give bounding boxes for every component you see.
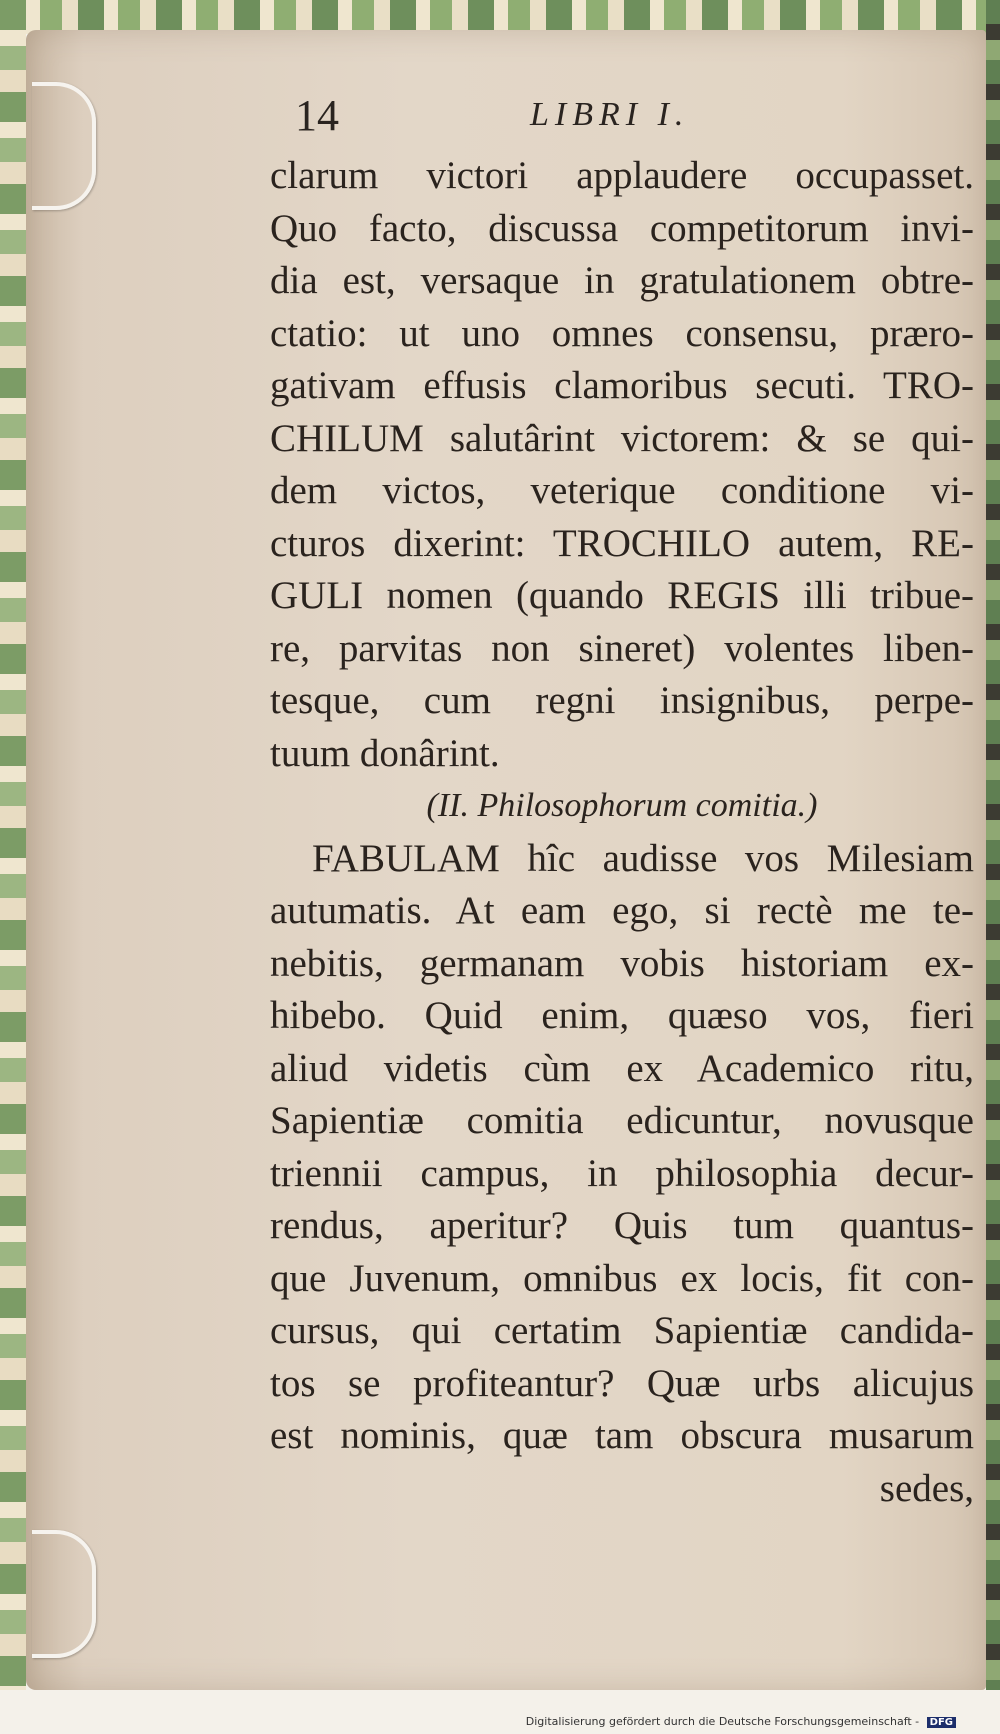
- text-line: dia est, versaque in gratulationem obtre-: [270, 259, 974, 302]
- text-line: cturos dixerint: TROCHILO autem, RE-: [270, 521, 974, 565]
- text-line: Quo facto, discussa competitorum invi-: [270, 206, 974, 250]
- page-number: 14: [295, 91, 339, 140]
- text-line: gativam effusis clamoribus secuti. TRO-: [270, 364, 974, 407]
- text-line: triennii campus, in philosophia decur-: [270, 1151, 974, 1195]
- text-line: nebitis, germanam vobis historiam ex-: [270, 941, 974, 985]
- page-header: [0, 90, 1000, 140]
- text-line: rendus, aperitur? Quis tum quantus-: [270, 1204, 974, 1247]
- text-line: ctatio: ut uno omnes consensu, præro-: [270, 311, 974, 355]
- text-line: GULI nomen (quando REGIS illi tribue-: [270, 574, 974, 617]
- text-line: tuum donârint.: [270, 731, 500, 775]
- text-line: autumatis. At eam ego, si rectè me te-: [270, 889, 974, 932]
- text-line: est nominis, quæ tam obscura musarum: [270, 1414, 974, 1457]
- marbled-cover-left: [0, 0, 26, 1690]
- text-line: dem victos, veterique conditione vi-: [270, 469, 974, 512]
- section-heading: (II. Philosophorum comitia.): [426, 787, 818, 824]
- digitization-credit: [526, 1715, 956, 1728]
- credit-text: Digitalisierung gefördert durch die Deutsche Forschungsgemeinschaft -: [525, 1715, 920, 1728]
- catchword: sedes,: [879, 1466, 974, 1510]
- cover-edge-right: [986, 0, 1000, 1690]
- text-line: que Juvenum, omnibus ex locis, fit con-: [270, 1256, 974, 1300]
- text-line: FABULAM hîc audisse vos Milesiam: [312, 836, 974, 880]
- text-line: tesque, cum regni insignibus, perpe-: [270, 679, 974, 722]
- marbled-cover-top: [0, 0, 1000, 34]
- text-line: CHILUM salutârint victorem: & se qui-: [270, 416, 974, 460]
- text-line: hibebo. Quid enim, quæso vos, fieri: [270, 994, 974, 1037]
- text-line: Sapientiæ comitia edicuntur, novusque: [270, 1099, 974, 1142]
- running-head: LIBRI I.: [530, 96, 690, 133]
- binding-tie-bottom: [32, 1530, 96, 1658]
- text-line: aliud videtis cùm ex Academico ritu,: [270, 1046, 974, 1090]
- text-line: re, parvitas non sineret) volentes liben-: [270, 626, 974, 670]
- text-line: tos se profiteantur? Quæ urbs alicujus: [270, 1361, 974, 1405]
- page-text: [270, 150, 974, 1515]
- text-line: cursus, qui certatim Sapientiæ candida-: [270, 1309, 974, 1352]
- dfg-logo: DFG: [927, 1717, 956, 1728]
- text-line: clarum victori applaudere occupasset.: [270, 154, 974, 197]
